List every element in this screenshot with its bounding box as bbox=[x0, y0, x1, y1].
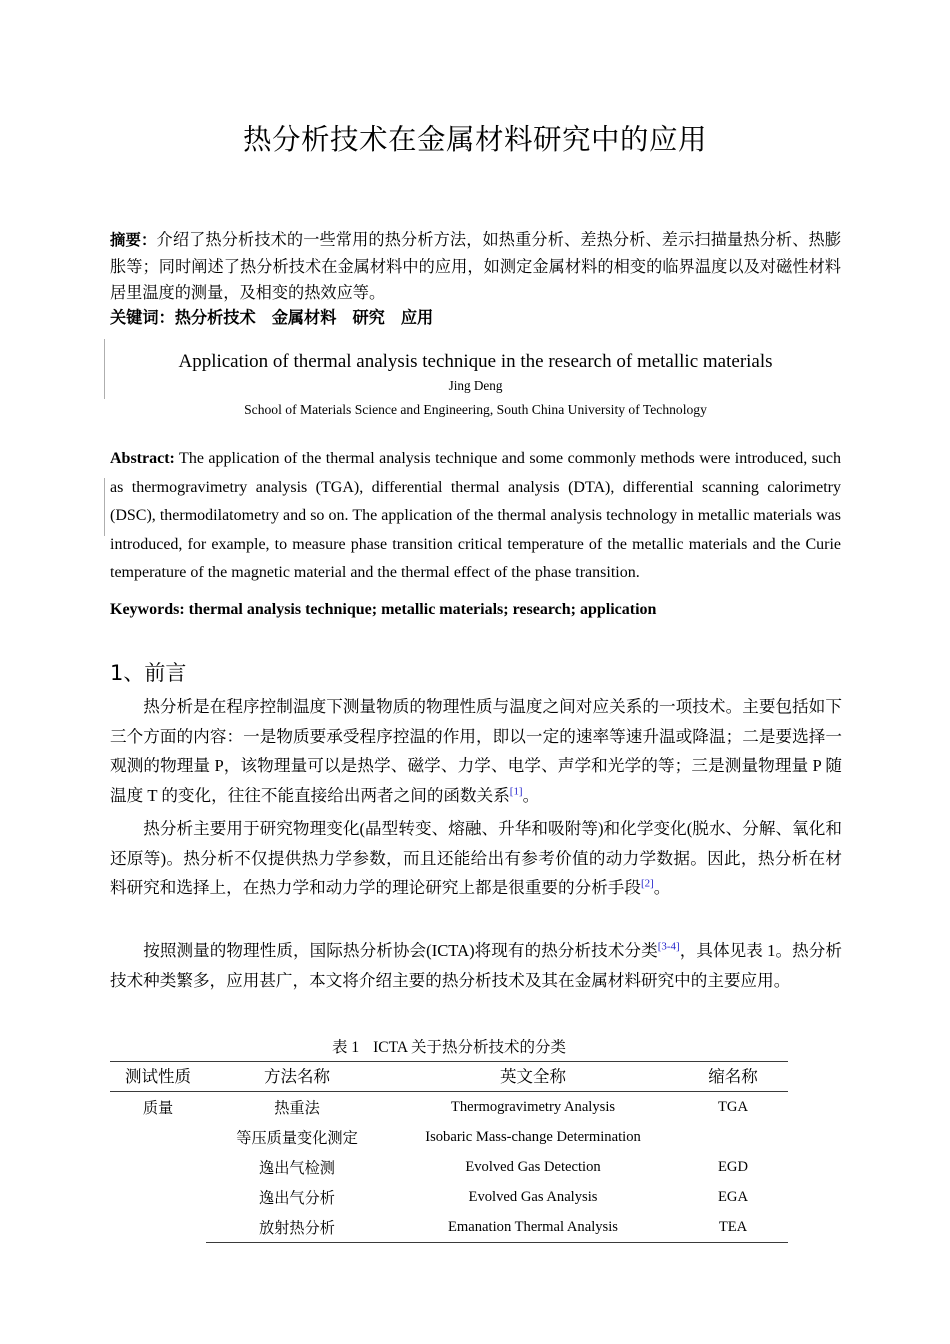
table-header-fullname: 英文全称 bbox=[388, 1062, 678, 1092]
table-row bbox=[110, 1182, 788, 1212]
keyword-cn-3: 研究 bbox=[352, 308, 385, 327]
cell-property: 质量 bbox=[142, 1100, 174, 1117]
cell-abbr: EGA bbox=[718, 1189, 748, 1205]
table-row bbox=[110, 1212, 788, 1243]
keywords-en: Keywords: thermal analysis technique; metallic materials; research; application bbox=[110, 601, 657, 618]
cell-abbr: EGD bbox=[718, 1159, 748, 1175]
cell-method: 逸出气分析 bbox=[259, 1190, 335, 1207]
table-header-method: 方法名称 bbox=[206, 1062, 388, 1092]
reference-marker-2[interactable]: [2] bbox=[641, 877, 654, 890]
table-row bbox=[110, 1152, 788, 1182]
abstract-en-label: Abstract: bbox=[110, 450, 175, 467]
body-paragraph-2 bbox=[110, 814, 842, 903]
cell-fullname: Emanation Thermal Analysis bbox=[388, 1212, 678, 1243]
table-caption-label: 表 1 bbox=[331, 1039, 360, 1056]
table-row bbox=[110, 1122, 788, 1152]
keywords-cn-label: 关键词： bbox=[110, 308, 175, 327]
cell-property bbox=[110, 1212, 206, 1243]
cell-fullname: Evolved Gas Detection bbox=[465, 1159, 601, 1175]
cell-method: 放射热分析 bbox=[206, 1212, 388, 1243]
table-header-abbr: 缩名称 bbox=[678, 1062, 788, 1092]
keyword-cn-4: 应用 bbox=[400, 308, 434, 327]
body-paragraph-1 bbox=[110, 692, 842, 810]
cell-abbr: TEA bbox=[678, 1212, 788, 1243]
cell-property bbox=[110, 1152, 206, 1182]
paragraph-1-text: 热分析是在程序控制温度下测量物质的物理性质与温度之间对应关系的一项技术。主要包括如下三个方面的内容：一是物质要承受程序控温的作用，即以一定的速率等速升温或降温；二是要选择一观测的物理量 P，该物理量可以是热学、磁学、力学、电学、声学和光学的等；三是测量物理量 P 随温度 T 的变化，往往不能直接给出两者之间的函数关系 bbox=[110, 697, 842, 805]
reference-marker-3[interactable]: [3-4] bbox=[657, 940, 680, 953]
keyword-cn-1: 热分析技术 bbox=[174, 308, 256, 327]
section-heading-1: 1、前言 bbox=[110, 661, 187, 685]
abstract-cn bbox=[110, 227, 841, 307]
document-title-en: Application of thermal analysis technique in the research of metallic materials bbox=[178, 351, 773, 372]
keywords-cn bbox=[110, 305, 841, 332]
table-header-row bbox=[110, 1062, 788, 1092]
paragraph-3-tail: ，具体见表 1。热分析技术种类繁多，应用甚广，本文将介绍主要的热分析技术及其在金属材料研究中的主要应用。 bbox=[110, 941, 843, 990]
cell-method: 热重法 bbox=[274, 1100, 320, 1117]
cell-method: 逸出气检测 bbox=[259, 1160, 335, 1177]
cell-property bbox=[110, 1182, 206, 1212]
keyword-cn-2: 金属材料 bbox=[271, 308, 337, 327]
paragraph-1-tail: 。 bbox=[522, 785, 540, 805]
classification-table bbox=[110, 1061, 788, 1243]
cell-fullname: Isobaric Mass-change Determination bbox=[425, 1129, 641, 1145]
cell-fullname: Thermogravimetry Analysis bbox=[450, 1099, 616, 1115]
body-paragraph-3 bbox=[110, 936, 842, 995]
abstract-en bbox=[110, 445, 841, 588]
paragraph-2-tail: 。 bbox=[653, 878, 671, 897]
reference-marker-1[interactable]: [1] bbox=[509, 784, 523, 797]
revision-change-bar bbox=[104, 478, 105, 536]
cell-fullname: Evolved Gas Analysis bbox=[468, 1189, 598, 1205]
document-title-cn: 热分析技术在金属材料研究中的应用 bbox=[242, 123, 707, 156]
cell-abbr bbox=[678, 1122, 788, 1152]
paragraph-3-text: 按照测量的物理性质，国际热分析协会(ICTA)将现有的热分析技术分类 bbox=[143, 941, 658, 960]
table-caption-text: ICTA 关于热分析技术的分类 bbox=[373, 1039, 567, 1056]
paragraph-2-text: 热分析主要用于研究物理变化(晶型转变、熔融、升华和吸附等)和化学变化(脱水、分解、氧化和还原等)。热分析不仅提供热力学参数，而且还能给出有参考价值的动力学数据。因此，热分析在材料研究和选择上，在热力学和动力学的理论研究上都是很重要的分析手段 bbox=[110, 819, 842, 897]
author-affiliation: School of Materials Science and Engineering, South China University of Technology bbox=[244, 402, 707, 417]
abstract-cn-label: 摘要： bbox=[110, 231, 157, 249]
abstract-en-text: The application of the thermal analysis technique and some commonly methods were introduced, such as thermogravimetry analysis (TGA), differential thermal analysis (DTA), differential scanning calorimetry (DSC), thermodilatometry and so on. The application of the thermal analysis technology in metallic materials was introduced, for example, to measure phase transition critical temperature of the metallic materials and the Curie temperature of the magnetic material and the thermal effect of the phase transition. bbox=[110, 450, 841, 581]
table-row bbox=[110, 1092, 788, 1123]
cell-method: 等压质量变化测定 bbox=[236, 1130, 358, 1147]
table-caption bbox=[110, 1035, 788, 1057]
author-name: Jing Deng bbox=[448, 378, 503, 393]
cell-property bbox=[110, 1122, 206, 1152]
cell-abbr: TGA bbox=[718, 1099, 748, 1115]
table-header-property: 测试性质 bbox=[110, 1062, 206, 1092]
revision-change-bar bbox=[104, 339, 105, 399]
abstract-cn-text: 介绍了热分析技术的一些常用的热分析方法，如热重分析、差热分析、差示扫描量热分析、热膨胀等；同时阐述了热分析技术在金属材料中的应用，如测定金属材料的相变的临界温度以及对磁性材料居里温度的测量，及相变的热效应等。 bbox=[110, 231, 841, 302]
